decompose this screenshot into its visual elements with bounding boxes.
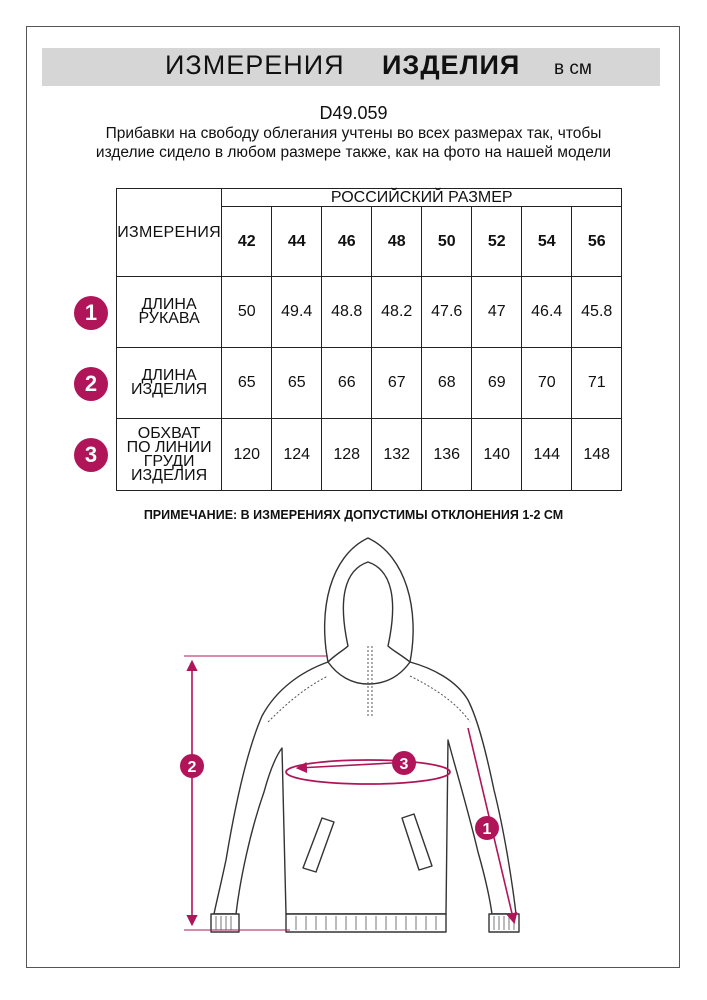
title-measurements: ИЗМЕРЕНИЯ [165,50,345,80]
table-cell: 48.2 [372,277,422,348]
table-cell: 68 [422,348,472,419]
table-cell: 136 [422,419,472,491]
description: Прибавки на свободу облегания учтены во всех размерах так, чтобы изделие сидело в любом размере также, как на фото на нашей модели [95,125,612,161]
table-cell: 71 [572,348,622,419]
size-header: 48 [372,207,422,277]
size-header: 52 [472,207,522,277]
diagram-badge-3 [392,751,416,775]
diagram-badge-2 [180,754,204,778]
row-label-sleeve: ДЛИНА РУКАВА [117,277,222,348]
table-cell: 120 [222,419,272,491]
hoodie-outline [211,538,519,932]
table-cell: 47.6 [422,277,472,348]
svg-text:1: 1 [482,821,492,838]
product-code: D49.059 [319,103,388,123]
table-cell: 67 [372,348,422,419]
table-cell: 50 [222,277,272,348]
row-label-length: ДЛИНА ИЗДЕЛИЯ [117,348,222,419]
table-cell: 124 [272,419,322,491]
table-cell: 47 [472,277,522,348]
size-header: 46 [322,207,372,277]
svg-text:2: 2 [187,759,197,776]
table-cell: 70 [522,348,572,419]
row-label-chest: ОБХВАТ ПО ЛИНИИ ГРУДИ ИЗДЕЛИЯ [117,419,222,491]
measure-header: ИЗМЕРЕНИЯ [117,189,222,277]
table-cell: 65 [222,348,272,419]
row-number-badge: 2 [74,367,108,401]
tolerance-note: ПРИМЕЧАНИЕ: В ИЗМЕРЕНИЯХ ДОПУСТИМЫ ОТКЛОНЕНИЯ 1-2 СМ [143,508,564,522]
table-cell: 144 [522,419,572,491]
table-cell: 132 [372,419,422,491]
table-cell: 66 [322,348,372,419]
table-cell: 49.4 [272,277,322,348]
size-header: 42 [222,207,272,277]
size-header: 50 [422,207,472,277]
table-cell: 148 [572,419,622,491]
table-cell: 128 [322,419,372,491]
table-cell: 46.4 [522,277,572,348]
table-cell: 140 [472,419,522,491]
diagram-badge-1 [475,816,499,840]
title-product: ИЗДЕЛИЯ [382,50,521,80]
size-header: 56 [572,207,622,277]
row-number-badge: 3 [74,438,108,472]
row-number-badge: 1 [74,296,108,330]
table-cell: 69 [472,348,522,419]
table-cell: 65 [272,348,322,419]
size-header: 44 [272,207,322,277]
table-cell: 45.8 [572,277,622,348]
title-units: в см [554,58,592,79]
size-header: 54 [522,207,572,277]
svg-text:3: 3 [399,756,409,773]
table-cell: 48.8 [322,277,372,348]
size-system-header: РОССИЙСКИЙ РАЗМЕР [222,189,622,207]
